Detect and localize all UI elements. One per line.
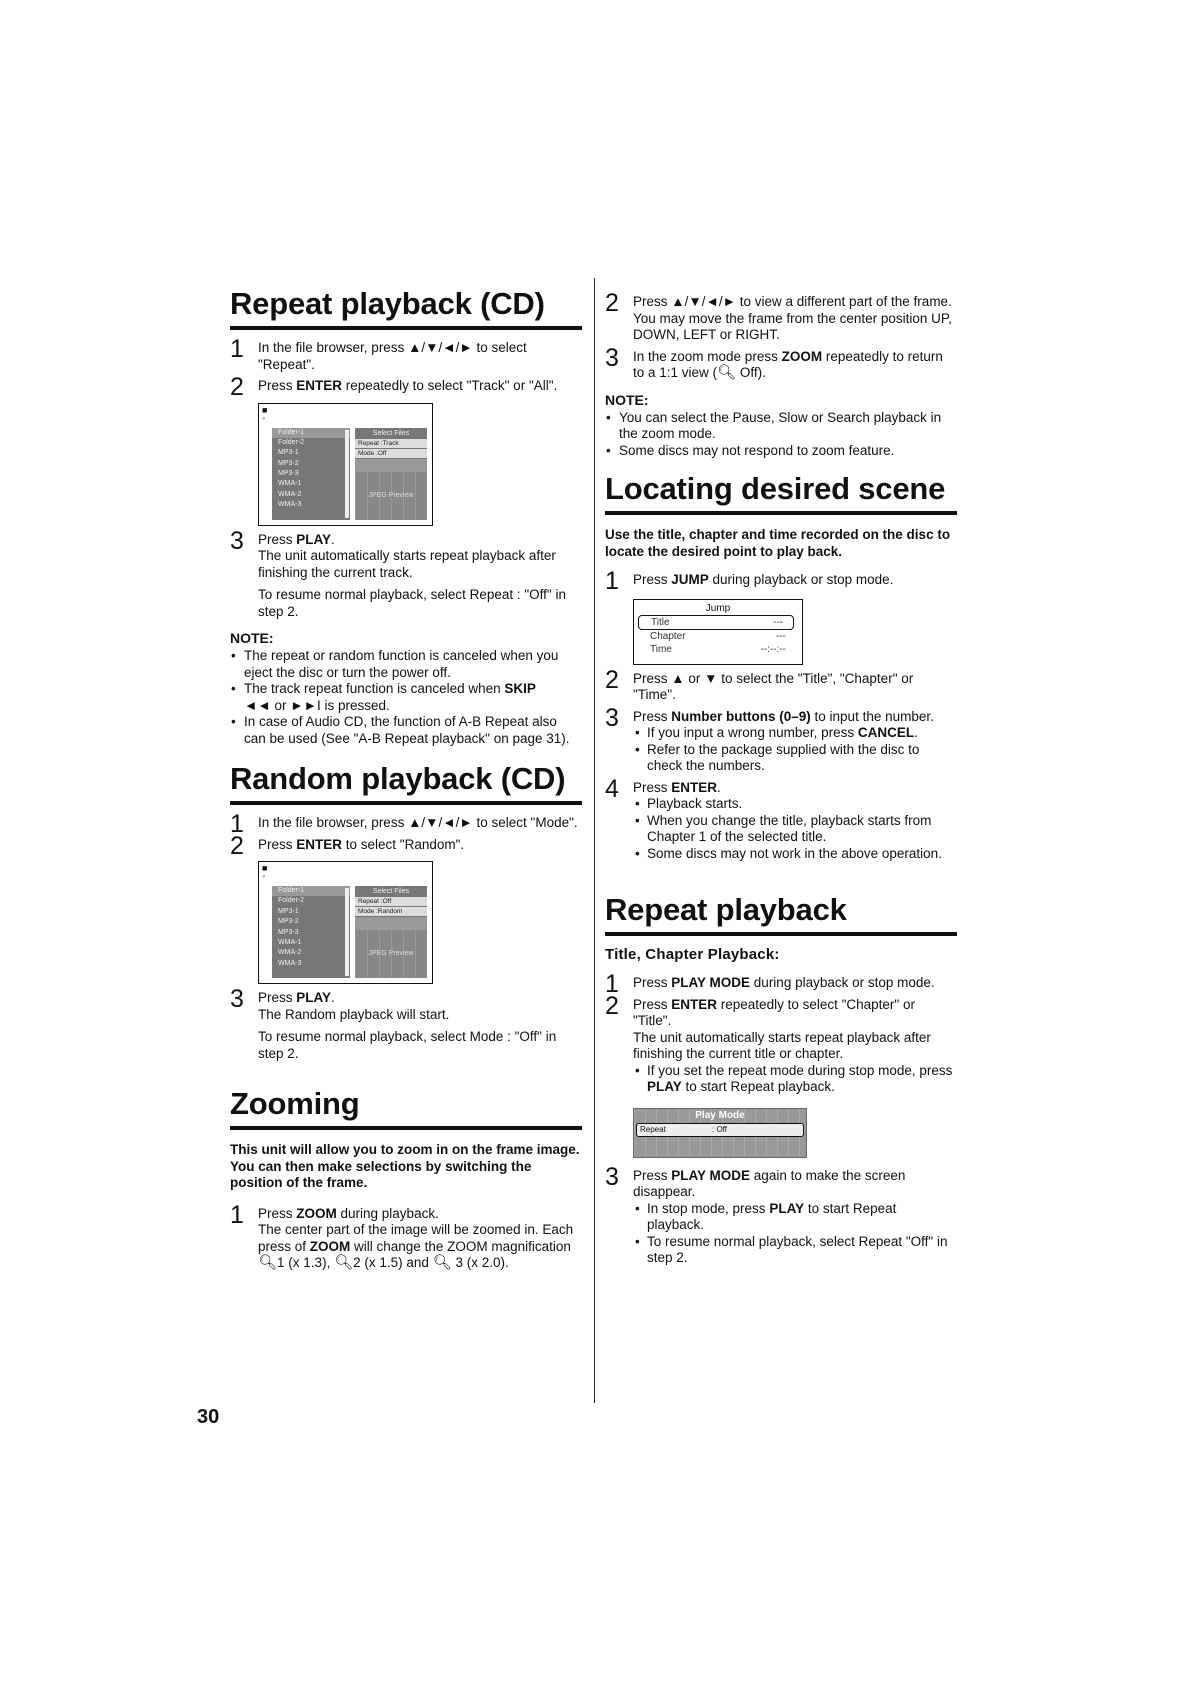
mode-option-row: Mode :Off [355, 449, 427, 459]
file-item: WMA-2 [278, 490, 302, 498]
select-files-panel: Select Files Repeat :Track Mode :Off JPEG Preview [355, 428, 427, 520]
disc-icon: ■ ◦ [262, 863, 268, 881]
zooming-lead: This unit will allow you to zoom in on the frame image. You can then make selections by switching the position of the frame. [230, 1142, 580, 1190]
file-item: WMA-2 [278, 949, 302, 957]
locating-step-2: 2 Press ▲ or ▼ to select the "Title", "Chapter" or "Time". [605, 665, 914, 702]
repeat-cd-note: NOTE: • The repeat or random function is canceled when you eject the disc or turn the power off. • The track repeat function is canceled when SKIP ◄◄ or ►►I is pressed. • In case of Audio CD, the function of A-B Repeat also can be used (See "A-B Repeat playback" on page 31). [230, 630, 582, 747]
left-column [230, 286, 582, 1276]
column-divider [594, 278, 595, 1403]
zooming-step-3: 3 In the zoom mode press ZOOM repeatedly to return to a 1:1 view (🔍︎ Off). [605, 343, 943, 381]
file-item: MP3-2 [278, 918, 299, 926]
zooming-note: NOTE: • You can select the Pause, Slow or Search playback in the zoom mode. • Some discs may not respond to zoom feature. [605, 392, 957, 460]
random-file-browser-screen [258, 861, 433, 984]
repeat-cd-step-1: 1 In the file browser, press ▲/▼/◄/► to select "Repeat". [230, 335, 527, 372]
random-cd-step-3: 3 Press PLAY. The Random playback will start. To resume normal playback, select Mode : "Off" in step 2. [230, 985, 557, 1061]
file-item: Folder-2 [278, 897, 305, 905]
file-item: MP3-1 [278, 449, 299, 457]
zoom-icon: 🔍︎ [258, 1254, 278, 1271]
file-item: MP3-2 [278, 459, 299, 467]
jpeg-preview: JPEG Preview [355, 930, 427, 978]
repeat-section [605, 892, 957, 1267]
select-files-panel: Select Files Repeat :Off Mode :Random JPEG Preview [355, 886, 427, 978]
repeat-step-1: 1 Press PLAY MODE during playback or stop mode. [605, 970, 935, 998]
file-item: WMA-3 [278, 501, 302, 509]
zooming-heading: Zooming [230, 1086, 582, 1130]
file-item: WMA-1 [278, 938, 302, 946]
jump-row-title: Title --- [638, 615, 794, 630]
random-cd-step-2: 2 Press ENTER to select "Random". [230, 831, 465, 860]
repeat-cd-section [230, 286, 582, 747]
zoom-icon: 🔍︎ [334, 1254, 354, 1271]
repeat-step-2: 2 Press ENTER repeatedly to select "Chapter" or "Title". The unit automatically starts repeat playback after finishing the current title or chapter. • If you set the repeat mode during stop mode, press PLAY to start Repeat playback. [605, 997, 957, 1096]
repeat-option-row: Repeat :Track [355, 439, 427, 449]
jump-row-chapter: Chapter --- [650, 630, 786, 642]
repeat-option-row: Repeat :Off [355, 897, 427, 907]
jump-row-time: Time --:--:-- [650, 643, 786, 655]
zooming-step-1: 1 Press ZOOM during playback. The center part of the image will be zoomed in. Each press of ZOOM will change the ZOOM magnification 🔍︎1 (x 1.3), 🔍︎2 (x 1.5) and 🔍︎ 3 (x 2.0). [230, 1200, 574, 1271]
locating-step-4: 4 Press ENTER. • Playback starts. • When you change the title, playback starts from Chapter 1 of the selected title. • Some discs may not work in the above operation. [605, 780, 957, 863]
repeat-file-browser-screen [258, 403, 433, 526]
repeat-cd-step-3: 3 Press PLAY. The unit automatically starts repeat playback after finishing the current track. To resume normal playback, select Repeat : "Off" in step 2. [230, 526, 566, 619]
zoom-icon: 🔍︎ [717, 364, 737, 381]
locating-step-1: 1 Press JUMP during playback or stop mode. [605, 567, 894, 595]
locating-heading: Locating desired scene [605, 471, 957, 515]
file-item: MP3-3 [278, 470, 299, 478]
random-cd-section [230, 761, 582, 1062]
file-item: MP3-3 [278, 928, 299, 936]
play-mode-repeat-row: Repeat : Off [636, 1123, 804, 1137]
zooming-section [230, 1086, 582, 1272]
file-item: WMA-1 [278, 480, 302, 488]
zoom-icon: 🔍︎ [432, 1254, 452, 1271]
random-cd-step-1: 1 In the file browser, press ▲/▼/◄/► to select "Mode". [230, 810, 578, 838]
file-item: Folder-1 [272, 886, 350, 896]
locating-lead: Use the title, chapter and time recorded on the disc to locate the desired point to play back. [605, 527, 951, 559]
repeat-cd-step-2: 2 Press ENTER repeatedly to select "Track" or "All". [230, 373, 558, 401]
play-mode-title: Play Mode [695, 1109, 745, 1121]
repeat-step-3: 3 Press PLAY MODE again to make the screen disappear. • In stop mode, press PLAY to start Repeat playback. • To resume normal playback, select Repeat "Off" in step 2. [605, 1168, 957, 1267]
repeat-subtitle: Title, Chapter Playback: [605, 946, 780, 963]
play-mode-screen [633, 1108, 807, 1158]
page-number: 30 [197, 1406, 220, 1428]
file-list [272, 428, 350, 520]
file-list [272, 886, 350, 978]
file-item: WMA-3 [278, 959, 302, 967]
repeat-cd-heading: Repeat playback (CD) [230, 286, 582, 330]
scrollbar [345, 888, 349, 976]
jump-title: Jump [705, 602, 731, 614]
disc-icon: ■ ◦ [262, 404, 268, 423]
locating-section [605, 471, 957, 862]
zooming-step-2: 2 Press ▲/▼/◄/► to view a different part of the frame. You may move the frame from the center position UP, DOWN, LEFT or RIGHT. [605, 289, 952, 342]
jpeg-preview: JPEG Preview [355, 472, 427, 520]
jump-screen [633, 599, 803, 665]
file-item: Folder-2 [278, 438, 305, 446]
file-item: Folder-1 [272, 428, 350, 438]
random-cd-heading: Random playback (CD) [230, 761, 582, 805]
mode-option-row: Mode :Random [355, 907, 427, 917]
locating-step-3: 3 Press Number buttons (0–9) to input the number. • If you input a wrong number, press CANCEL. • Refer to the package supplied with the disc to check the numbers. [605, 709, 957, 775]
file-item: MP3-1 [278, 907, 299, 915]
repeat-heading: Repeat playback [605, 892, 957, 936]
right-column [605, 289, 957, 1267]
zooming-continued [605, 289, 957, 459]
scrollbar [345, 430, 349, 518]
